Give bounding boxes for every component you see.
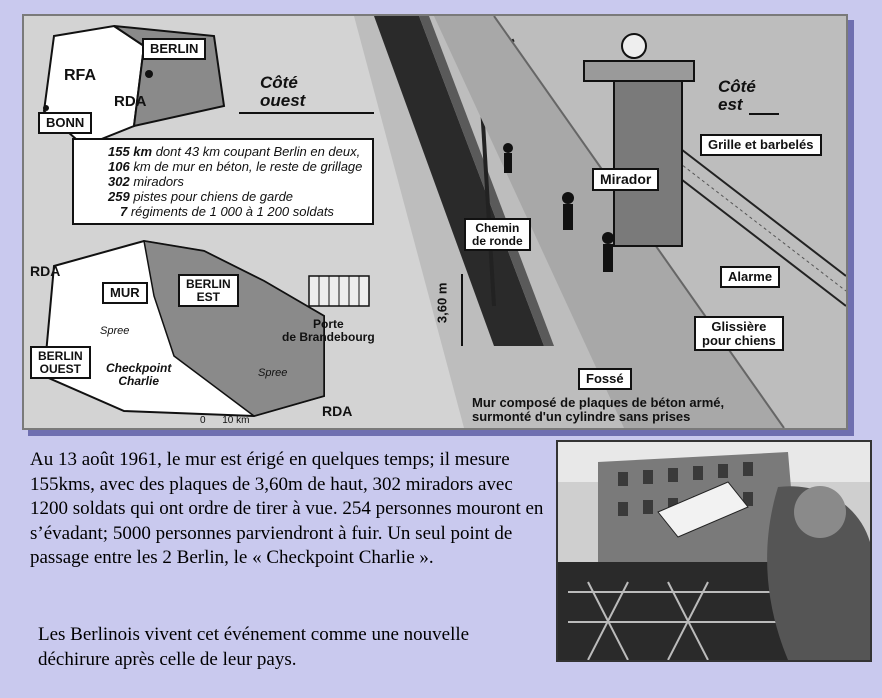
description-paragraph: Au 13 août 1961, le mur est érigé en quelques temps; il mesure 155kms, avec des plaques de 3,60m de haut, 302 miradors avec 1200 soldats qui ont ordre de tirer à vue. 254 personnes mouront en s’évadant; 5000 personnes parviendront à fuir. Un seul point de passage entre les 2 Berlin, le « Checkpoint Charlie ».	[30, 449, 544, 568]
label-glissiere: Glissière pour chiens	[694, 316, 784, 351]
label-porte-brandebourg: Porte de Brandebourg	[282, 317, 375, 344]
map-label-berlin-ouest: BERLIN OUEST	[30, 346, 91, 379]
mur-caption-text: composé de plaques de béton armé,	[495, 395, 725, 410]
stat-line: 106 km de mur en béton, le reste de grillage	[108, 159, 363, 174]
stat-line: 155 km dont 43 km coupant Berlin en deux,	[108, 144, 361, 159]
label-cote-est: Côté est	[718, 77, 756, 114]
mur-caption	[472, 396, 724, 424]
closing-paragraph: Les Berlinois vivent cet événement comme une nouvelle déchirure après celle de leur pays.	[38, 624, 470, 670]
map-label-berlin: BERLIN	[142, 38, 206, 60]
label-height: 3,60 m	[434, 282, 450, 324]
map-label-mur: MUR	[102, 282, 148, 304]
label-mirador: Mirador	[592, 168, 659, 191]
map-label-rda-left: RDA	[30, 263, 61, 279]
stat-line: 302 miradors	[108, 174, 184, 189]
label-cote-ouest: Côté ouest	[260, 73, 306, 110]
map-label-spree: Spree	[258, 367, 288, 379]
map-label-spree: Spree	[100, 325, 130, 337]
map-label-rda: RDA	[114, 93, 147, 110]
mur-caption-text2: surmonté d'un cylindre sans prises	[472, 409, 691, 424]
stat-line: 7 régiments de 1 000 à 1 200 soldats	[120, 204, 334, 219]
map-label-bonn: BONN	[38, 112, 92, 134]
map-scale: 0 10 km	[200, 415, 250, 426]
map-label-rfa: RFA	[64, 67, 96, 84]
stat-line: 259 pistes pour chiens de garde	[108, 189, 294, 204]
checkpoint-photo	[556, 440, 872, 662]
wall-infographic	[22, 14, 848, 430]
map-label-checkpoint: Checkpoint Charlie	[106, 361, 172, 388]
label-grille: Grille et barbelés	[700, 134, 822, 156]
label-fosse: Fossé	[578, 368, 632, 390]
watchtower-shape	[614, 76, 682, 246]
label-chemin-ronde: Chemin de ronde	[464, 218, 531, 251]
map-label-berlin-est: BERLIN EST	[178, 274, 239, 307]
map-label-rda-bottom: RDA	[322, 403, 353, 419]
mur-caption-bold: Mur	[472, 395, 496, 410]
photo-drawing	[558, 442, 870, 660]
label-alarme: Alarme	[720, 266, 780, 288]
stats-box	[72, 138, 374, 225]
